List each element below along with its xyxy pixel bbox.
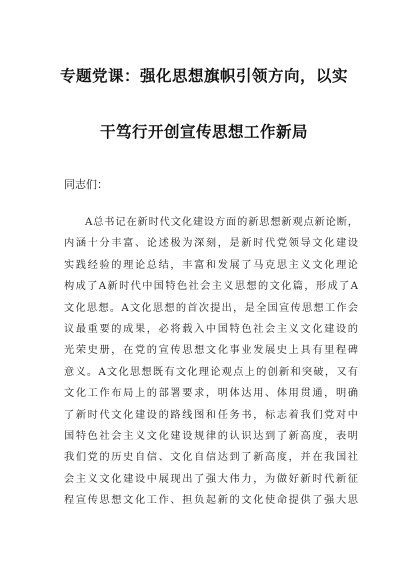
body-line: 了新时代文化建设的路线图和任务书，标志着我们党对中 <box>64 409 358 421</box>
body-line: 程宣传思想文化工作、担负起新的文化使命提供了强大思 <box>64 495 358 507</box>
body-line: 议最重要的成果，必将载入中国特色社会主义文化建设的 <box>64 323 358 335</box>
body-line: 我们党的历史自信、文化自信达到了新高度，并在我国社 <box>64 452 358 464</box>
body-line: 光荣史册，在党的宣传思想文化事业发展史上具有里程碑 <box>64 345 358 357</box>
document-title-line-1: 专题党课：强化思想旗帜引领方向，以实 <box>59 67 348 85</box>
salutation: 同志们： <box>64 178 108 191</box>
body-line: 意义。A文化思想既有文化理论观点上的创新和突破，又有 <box>64 366 358 378</box>
body-paragraph <box>64 212 358 511</box>
body-line: 构成了A新时代中国特色社会主义思想的文化篇，形成了A <box>64 281 358 293</box>
body-line: 文化思想。A文化思想的首次提出，是全国宣传思想工作会 <box>64 302 358 314</box>
body-line: 实践经验的理论总结，丰富和发展了马克思主义文化理论 <box>64 259 358 271</box>
document-title-line-2: 干笃行开创宣传思想工作新局 <box>99 123 308 141</box>
body-line: 国特色社会主义文化建设规律的认识达到了新高度，表明 <box>64 430 358 442</box>
body-line: 内涵十分丰富、论述极为深刻，是新时代党领导文化建设 <box>64 238 358 250</box>
body-line: 会主义文化建设中展现出了强大伟力，为做好新时代新征 <box>64 473 358 485</box>
body-line: A总书记在新时代文化建设方面的新思想新观点新论断， <box>85 217 358 228</box>
body-line: 文化工作布局上的部署要求，明体达用、体用贯通，明确 <box>64 388 358 400</box>
